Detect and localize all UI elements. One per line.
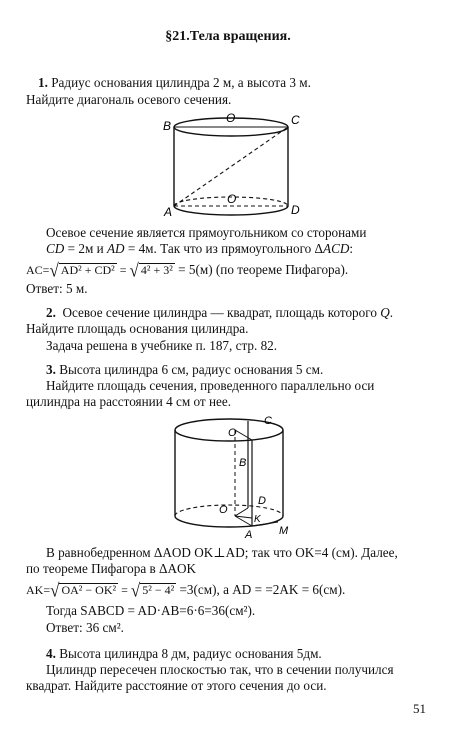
problem-number: 1. [38, 75, 48, 90]
problem-4-text-2: квадрат. Найдите расстояние от этого сечения до оси. [26, 678, 327, 693]
label-B: B [239, 457, 247, 469]
label-M: M [279, 525, 289, 537]
solution-1-line1: Осевое сечение является прямоугольником со сторонами [46, 225, 367, 240]
cylinder-figure-2 [168, 410, 298, 540]
answer-3: Ответ: 36 см². [46, 620, 124, 635]
label-A: A [164, 205, 173, 219]
cylinder-figure-1 [160, 110, 300, 220]
problem-2-note: Задача решена в учебнике п. 187, стр. 82. [46, 338, 278, 353]
problem-1-statement [38, 75, 432, 91]
solution-3-line2: по теореме Пифагора в ΔAOK [26, 561, 197, 576]
label-C: C [291, 113, 300, 127]
label-D: D [291, 203, 300, 217]
label-O-top: O [226, 111, 236, 125]
label-C: C [264, 415, 272, 427]
label-A: A [245, 529, 253, 540]
answer-1: Ответ: 5 м. [26, 281, 88, 296]
problem-3-question-1: Найдите площадь сечения, проведенного параллельно оси [46, 378, 375, 393]
label-B: B [163, 119, 172, 133]
problem-4-statement: 4. Высота цилиндра 8 дм, радиус основания 5дм. [46, 646, 322, 661]
formula-1: AC=√ AD² + CD² = √ 4² + 3² = 5(м) (по теореме Пифагора). [26, 260, 349, 281]
label-O-bottom: O [227, 192, 237, 206]
formula-3: AK=√ OA² − OK² = √ 5² − 4² =3(см), а AD = =2AK = 6(см). [26, 580, 346, 601]
label-K: K [254, 514, 261, 525]
problem-1-question: Найдите диагональ осевого сечения. [26, 92, 232, 107]
label-O-bottom: O [219, 504, 228, 516]
problem-3-statement: 3. Высота цилиндра 6 см, радиус основания 5 см. [46, 362, 324, 377]
problem-2-question: Найдите площадь основания цилиндра. [26, 321, 249, 336]
label-D: D [258, 495, 266, 507]
solution-3-line1: В равнобедренном ΔAOD OK⊥AD; так что OK=4 (см). Далее, [46, 545, 398, 560]
page-number: 51 [413, 701, 426, 716]
problem-text: Радиус основания цилиндра 2 м, а высота 3 м. [51, 75, 311, 90]
solution-1-line2: CD = 2м и AD = 4м. Так что из прямоугольного ΔACD: [46, 241, 354, 256]
problem-3-question-2: цилиндра на расстоянии 4 см от нее. [26, 394, 232, 409]
problem-2-statement: 2. Осевое сечение цилиндра — квадрат, площадь которого Q. [46, 305, 394, 320]
label-O-top: O [228, 427, 237, 439]
problem-4-text-1: Цилиндр пересечен плоскостью так, что в сечении получился [46, 662, 394, 677]
section-title: §21.Тела вращения. [165, 29, 291, 44]
solution-3-area: Тогда SABCD = AD·AB=6·6=36(см²). [46, 603, 256, 618]
